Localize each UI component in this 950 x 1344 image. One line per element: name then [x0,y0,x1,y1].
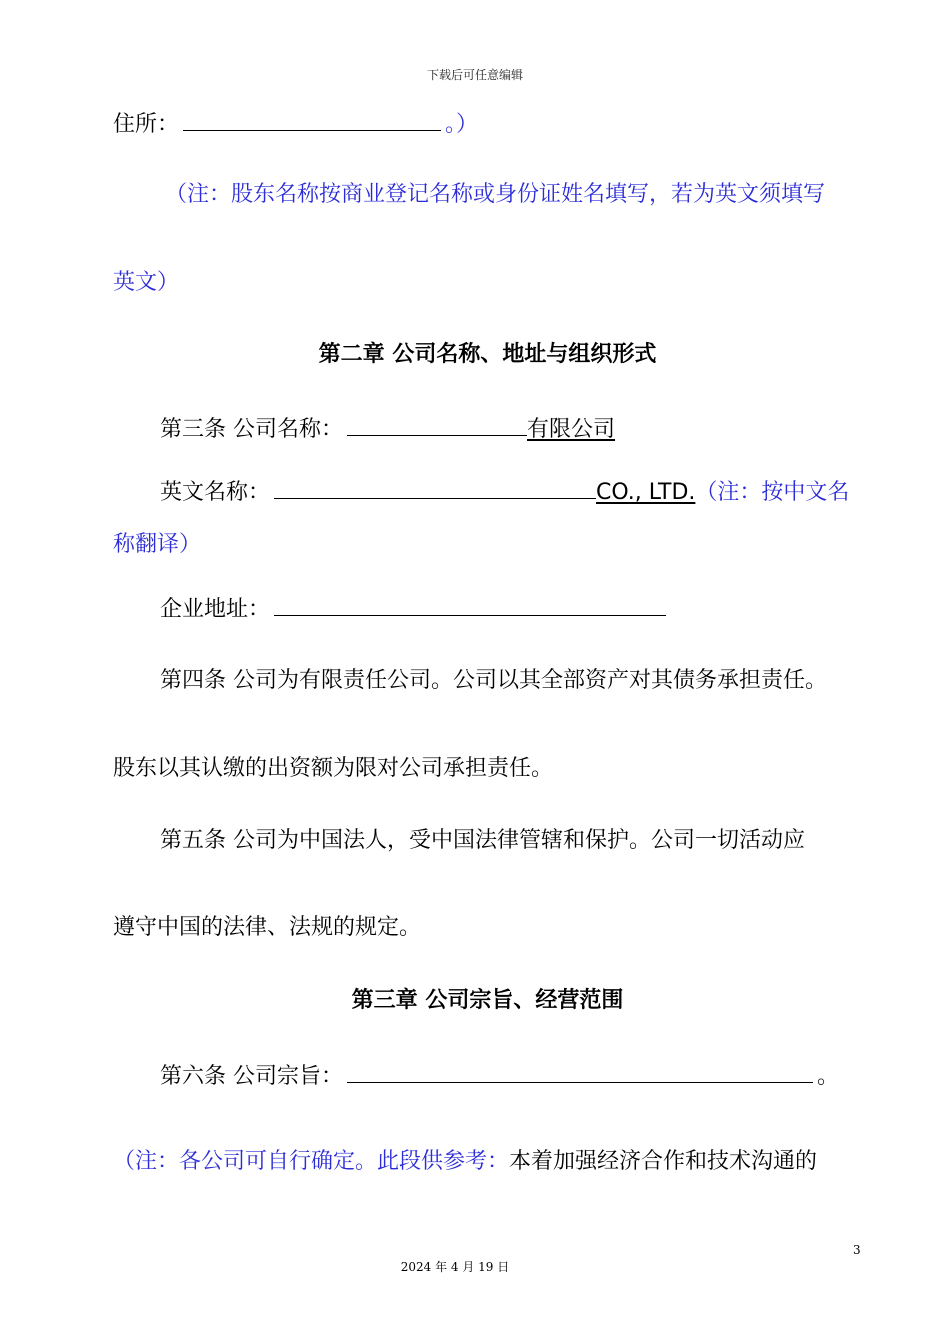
page-header: 下载后可任意编辑 [426,68,523,82]
residence-blank[interactable] [183,108,441,131]
residence-label: 住所： [113,112,180,137]
address-blank[interactable] [274,593,666,616]
company-name-blank[interactable] [347,413,527,436]
article-4-line2: 股东以其认缴的出资额为限对公司承担责任。 [113,756,554,781]
purpose-blank[interactable] [347,1060,813,1083]
purpose-note-line [113,1147,817,1177]
english-name-label: 英文名称： [160,480,271,505]
footer-date: 2024 年 4 月 19 日 [400,1260,510,1274]
english-name-note: （注：按中文名 [695,480,850,505]
chapter-2-title: 第二章 公司名称、地址与组织形式 [318,342,657,367]
chapter-3-title: 第三章 公司宗旨、经营范围 [351,988,624,1013]
article-3-label: 第三条 公司名称： [160,417,343,442]
article-5-line1: 第五条 公司为中国法人，受中国法律管辖和保护。公司一切活动应 [160,828,805,853]
article-5-line2: 遵守中国的法律、法规的规定。 [113,915,422,940]
company-name-suffix: 有限公司 [527,417,616,442]
english-name-note-cont: 称翻译） [113,532,202,557]
article-6-line [160,1060,839,1092]
purpose-note-blue: （注：各公司可自行确定。此段供参考： [113,1149,510,1174]
address-label: 企业地址： [160,597,271,622]
article-6-label: 第六条 公司宗旨： [160,1064,343,1089]
address-line [160,593,670,625]
english-name-line [160,476,849,508]
residence-end: 。） [445,112,479,137]
english-name-blank[interactable] [274,476,596,499]
page-number: 3 [853,1243,861,1257]
residence-line [113,108,478,140]
article-3-line [160,413,615,445]
shareholder-note-line1: （注：股东名称按商业登记名称或身份证姓名填写，若为英文须填写 [165,182,826,207]
article-6-end: 。 [817,1064,840,1089]
shareholder-note-line2: 英文） [113,270,180,295]
article-4-line1: 第四条 公司为有限责任公司。公司以其全部资产对其债务承担责任。 [160,668,827,693]
english-name-suffix: CO., LTD. [596,480,696,505]
purpose-note-text: 本着加强经济合作和技术沟通的 [509,1149,818,1174]
